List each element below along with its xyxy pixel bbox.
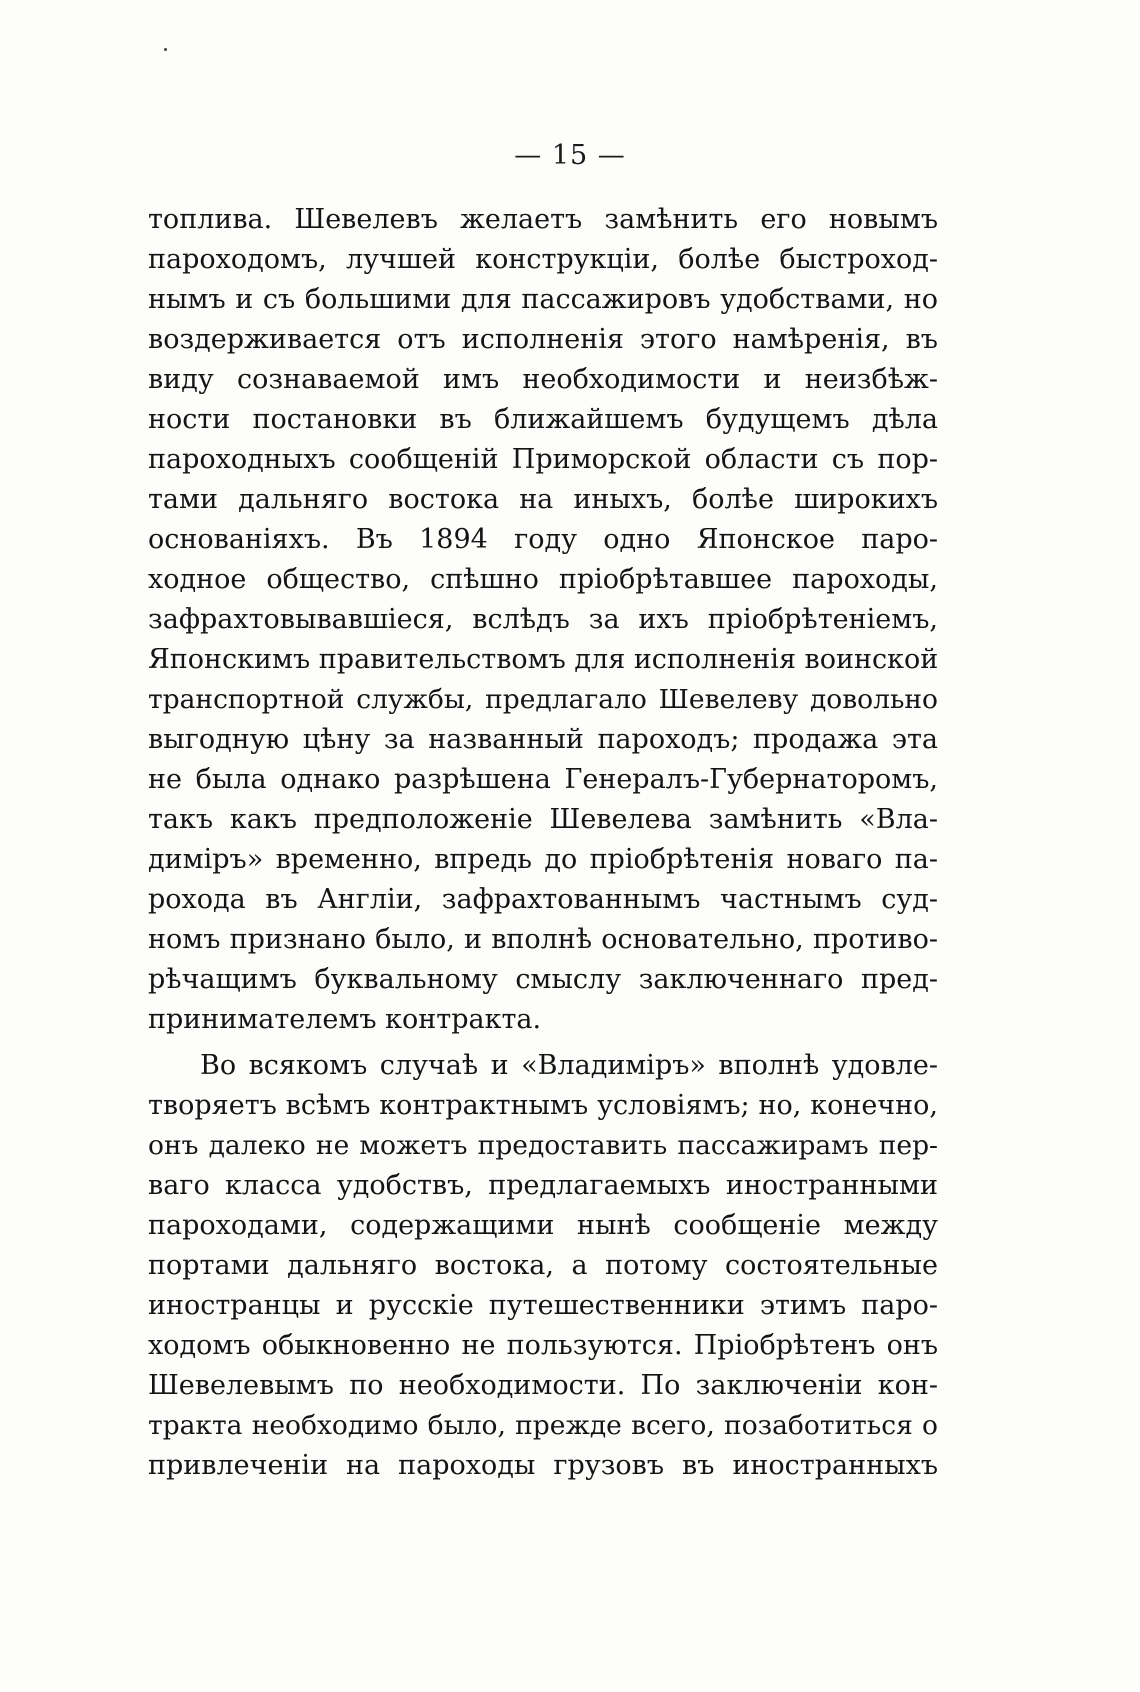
text-line: пароходомъ, лучшей конструкціи, болѣе быстроход- [148,244,938,275]
paragraph-2 [148,1046,938,1486]
body-text [148,200,938,1486]
text-line: тами дальняго востока на иныхъ, болѣе широкихъ [148,484,938,515]
text-line: Шевелевымъ по необходимости. По заключеніи кон- [148,1370,938,1401]
text-line: диміръ» временно, впредь до пріобрѣтенія новаго па- [148,844,938,875]
text-line: ности постановки въ ближайшемъ будущемъ дѣла [148,404,938,435]
text-line: номъ признано было, и вполнѣ основательно, противо- [148,924,938,955]
text-line: не была однако разрѣшена Генералъ-Губернаторомъ, [148,764,938,795]
text-line: пароходныхъ сообщеній Приморской области съ пор- [148,444,938,475]
text-line: Во всякомъ случаѣ и «Владиміръ» вполнѣ удовле- [200,1050,938,1081]
text-line: выгодную цѣну за названный пароходъ; продажа эта [148,724,938,755]
text-line: принимателемъ контракта. [148,1004,542,1035]
text-line: топлива. Шевелевъ желаетъ замѣнить его новымъ [148,204,938,235]
text-line: пароходами, содержащими нынѣ сообщеніе между [148,1210,938,1241]
text-line: ваго класса удобствъ, предлагаемыхъ иностранными [148,1170,938,1201]
text-line: онъ далеко не можетъ предоставить пассажирамъ пер- [148,1130,938,1161]
text-line: рѣчащимъ буквальному смыслу заключеннаго пред- [148,964,938,995]
text-line: привлеченіи на пароходы грузовъ въ иностранныхъ [148,1450,938,1481]
page-number: — 15 — [514,140,626,171]
text-line: такъ какъ предположеніе Шевелева замѣнить «Вла- [148,804,938,835]
text-line: иностранцы и русскіе путешественники этимъ паро- [148,1290,938,1321]
text-line: портами дальняго востока, а потому состоятельные [148,1250,938,1281]
text-line: ходомъ обыкновенно не пользуются. Пріобрѣтенъ онъ [148,1330,938,1361]
text-line: зафрахтовывавшіеся, вслѣдъ за ихъ пріобрѣтеніемъ, [148,604,938,635]
text-line: творяетъ всѣмъ контрактнымъ условіямъ; но, конечно, [148,1090,938,1121]
text-line: транспортной службы, предлагало Шевелеву довольно [148,684,938,715]
text-line: тракта необходимо было, прежде всего, позаботиться о [148,1410,938,1441]
text-line: виду сознаваемой имъ необходимости и неизбѣж- [148,364,938,395]
text-line: нымъ и съ большими для пассажировъ удобствами, но [148,284,938,315]
text-line: Японскимъ правительствомъ для исполненія воинской [148,644,938,675]
text-line: рохода въ Англіи, зафрахтованнымъ частнымъ суд- [148,884,938,915]
text-line: ходное общество, спѣшно пріобрѣтавшее пароходы, [148,564,938,595]
print-speck [164,48,167,51]
paragraph-1 [148,200,938,1040]
text-line: воздерживается отъ исполненія этого намѣренія, въ [148,324,938,355]
text-line: основаніяхъ. Въ 1894 году одно Японское паро- [148,524,938,555]
